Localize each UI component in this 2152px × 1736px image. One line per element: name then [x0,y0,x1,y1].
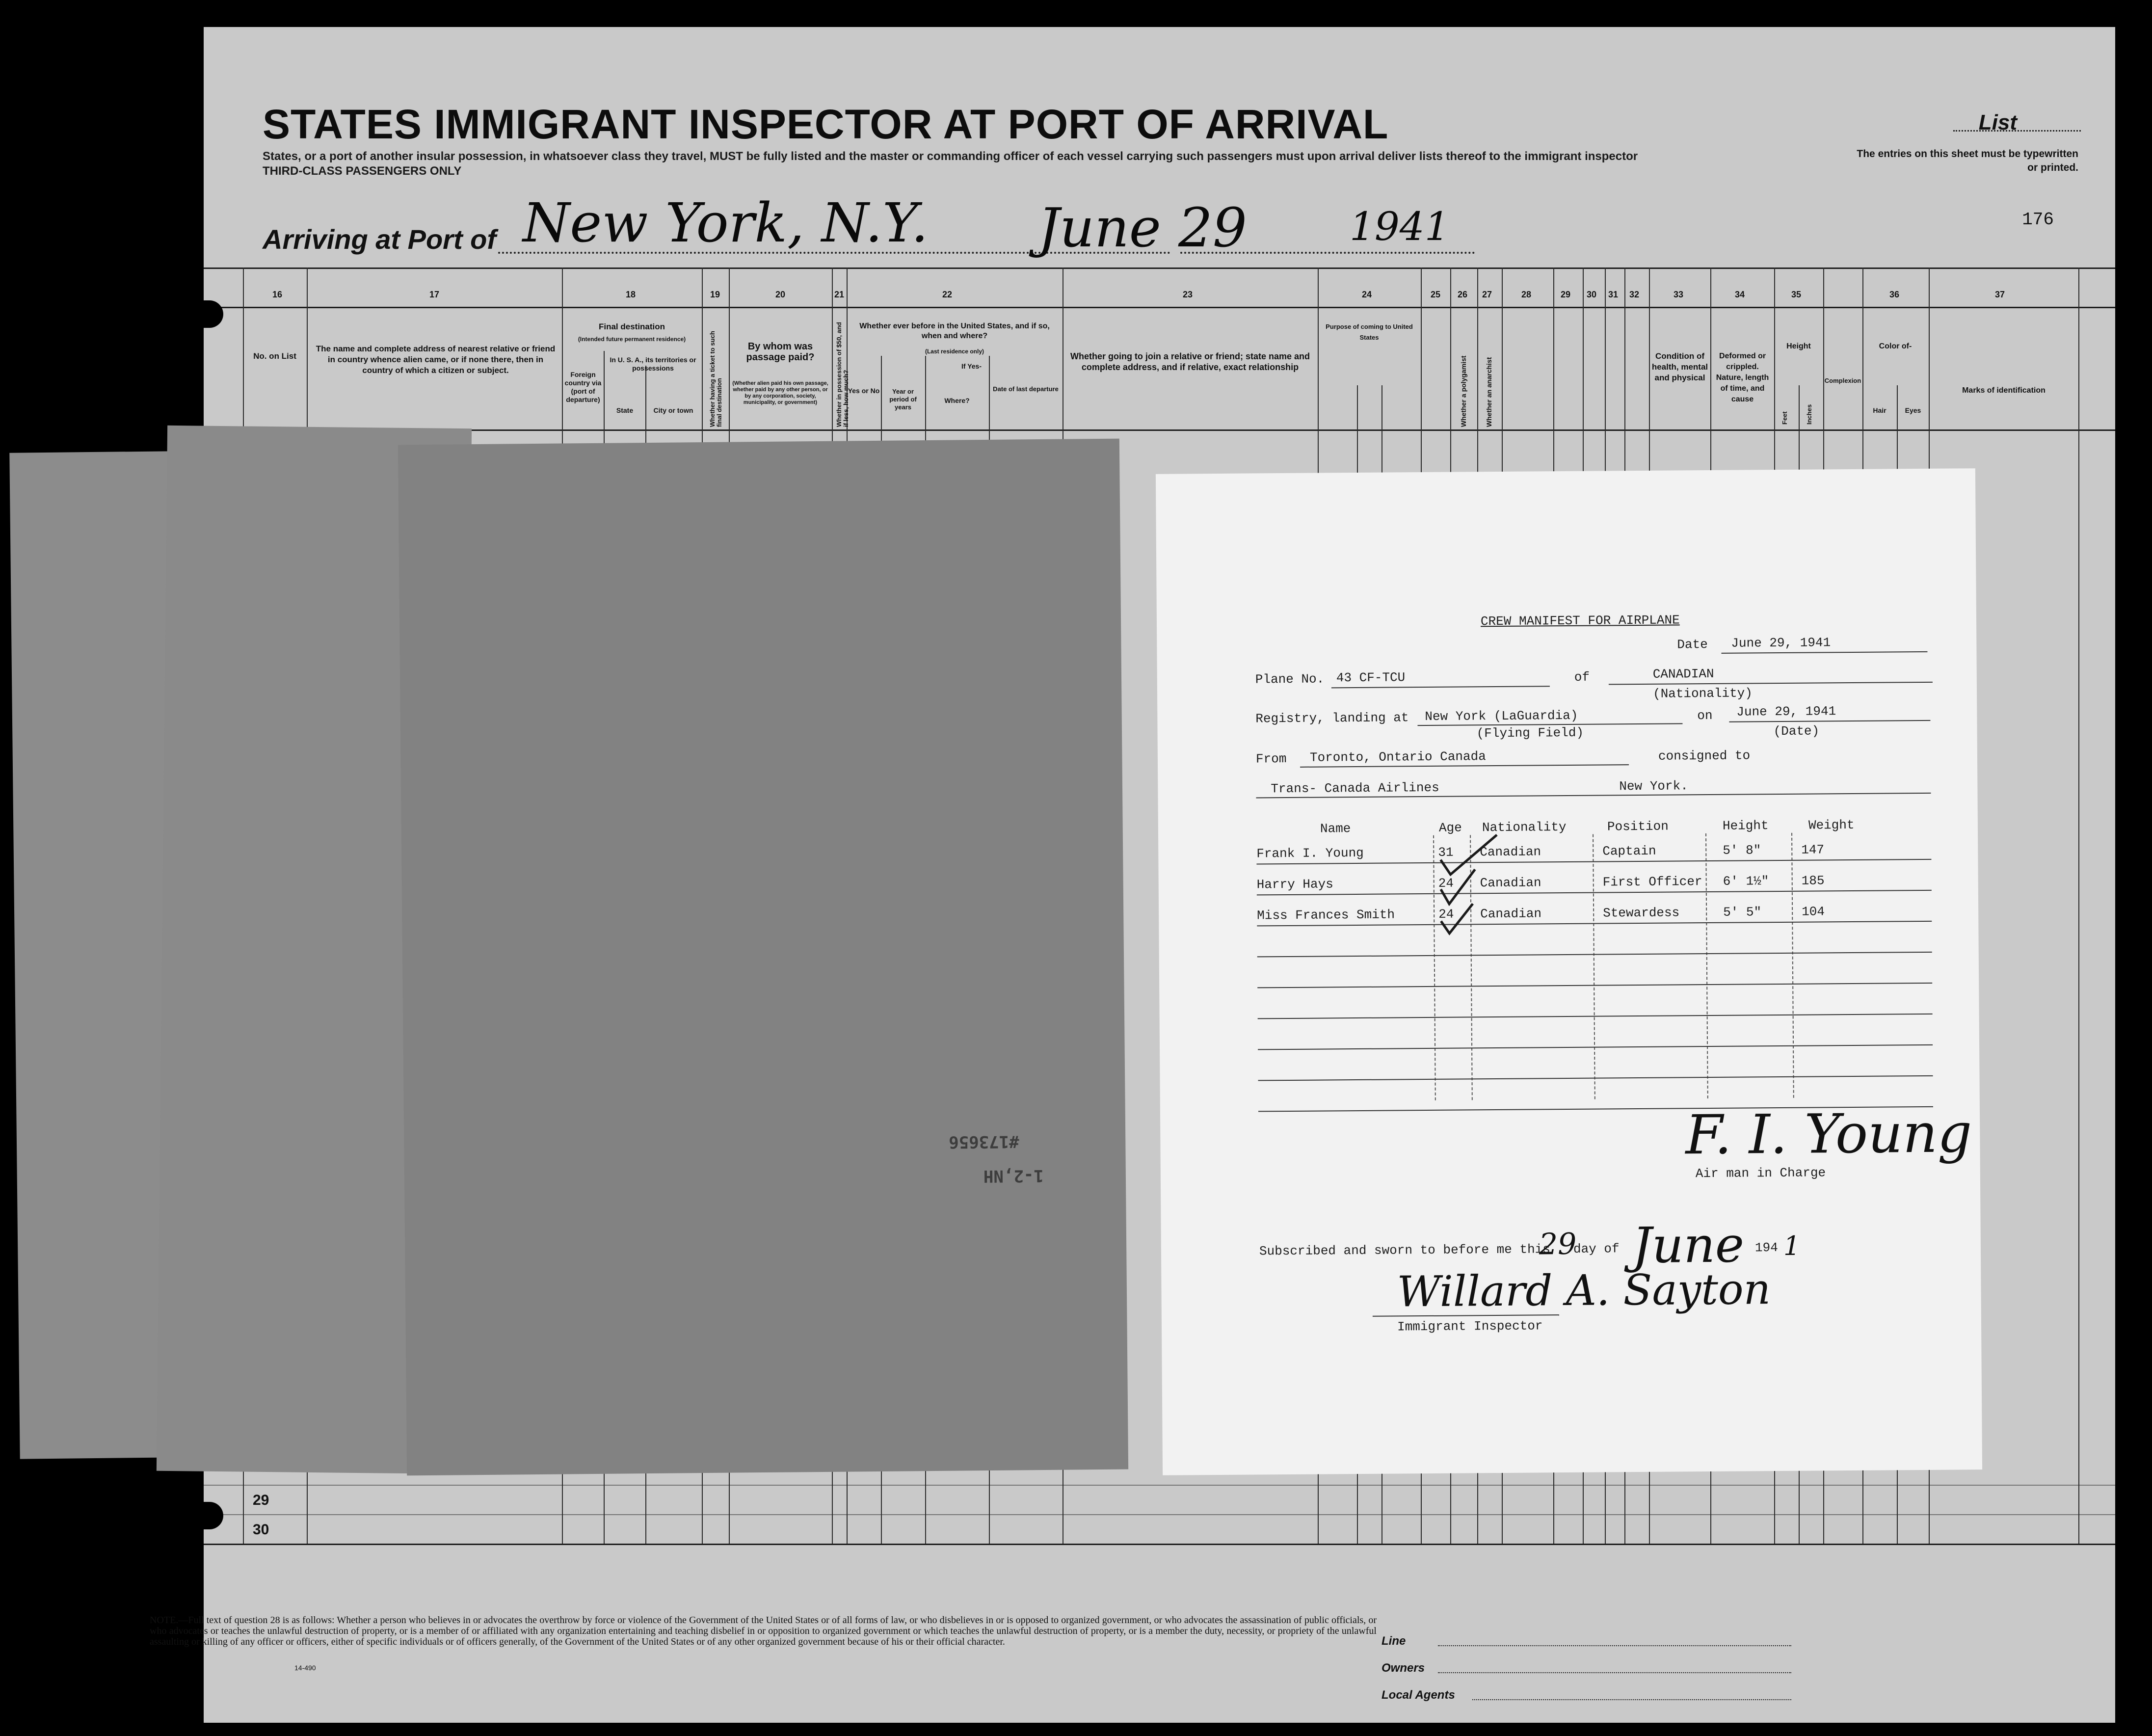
table-row-rule [1257,890,1932,896]
crew-manifest-sheet [1156,468,1982,1475]
header-state: State [616,406,634,414]
from-value: Toronto, Ontario Canada [1309,749,1486,765]
header-yes-no: Yes or No [848,387,880,395]
header-deformed: Deformed or crippled. Nature, length of time, and cause [1716,352,1769,403]
row-number: 30 [253,1522,269,1538]
header-color-of: Color of- [1879,342,1912,350]
day-of-label: day of [1573,1241,1620,1256]
inspector-label: Immigrant Inspector [1397,1318,1543,1335]
subtitle-class: THIRD-CLASS PASSENGERS ONLY [263,164,462,178]
footer-line-label: Line [1382,1634,1406,1648]
column-number: 22 [942,290,953,299]
from-label: From [1255,751,1287,767]
crew-2-position: First Officer [1602,874,1702,890]
col-header-weight: Weight [1808,817,1855,833]
column-number: 18 [626,290,636,299]
column-number: 19 [710,290,720,299]
header-complexion: Complexion [1824,377,1861,384]
table-row-rule [1258,1044,1933,1050]
header-foreign-country: Foreign country via (port of departure) [564,371,602,403]
date-underline [1721,651,1927,654]
header-hair: Hair [1873,406,1886,414]
crew-3-age: 24 [1438,907,1454,922]
table-column-divider [1791,833,1794,1098]
col-header-nationality: Nationality [1482,820,1567,835]
column-number: 25 [1431,290,1441,299]
crew-3-position: Stewardess [1603,905,1680,921]
header-passage-note: (Whether alien paid his own passage, whether paid by any other person, or by any corporation, society, municipality, or government) [732,380,828,405]
crew-2-age: 24 [1438,876,1454,891]
arriving-label: Arriving at Port of [263,224,497,255]
table-column-divider [1705,833,1708,1098]
entries-note: The entries on this sheet must be typewritten or printed. [1857,148,2078,173]
header-no-on-list: No. on List [253,351,296,361]
column-number: 17 [429,290,440,299]
column-number: 32 [1629,290,1640,299]
table-row-rule [1257,983,1932,988]
header-date-departure: Date of last departure [993,385,1059,393]
table-row-rule [1258,1014,1933,1019]
row-rule [204,1485,2115,1486]
column-number: 23 [1183,290,1193,299]
column-number: 20 [775,290,786,299]
sworn-label: Subscribed and sworn to before me this [1259,1242,1550,1259]
manifest-title: CREW MANIFEST FOR AIRPLANE [1480,613,1680,629]
on-value: June 29, 1941 [1736,704,1836,720]
crew-3-height: 5' 5" [1723,905,1762,920]
handwritten-port: New York, N.Y. [523,191,929,254]
plane-underline [1331,686,1550,688]
footer-agents-field [1472,1699,1791,1700]
column-number: 21 [834,290,845,299]
on-underline [1729,720,1930,722]
folder-stamp-code: 1-2,NH [983,1166,1044,1186]
airman-signature: F. I. Young [1685,1101,1972,1167]
crew-1-weight: 147 [1801,842,1825,857]
column-number: 28 [1521,290,1532,299]
col-header-age: Age [1438,820,1462,835]
registry-value: New York (LaGuardia) [1425,708,1578,724]
crew-2-name: Harry Hays [1256,877,1333,892]
col-header-name: Name [1320,821,1351,836]
header-final-destination: Final destination [598,322,665,331]
destination-value: New York. [1619,778,1688,794]
crew-1-age: 31 [1438,845,1454,860]
header-passage: By whom was passage paid? [746,341,815,363]
plane-no-value: 43 CF-TCU [1336,670,1406,686]
column-number: 36 [1889,290,1900,299]
table-row-rule [1258,1075,1933,1081]
header-in-usa: In U. S. A., its territories or possessions [610,356,696,372]
column-number: 30 [1587,290,1597,299]
column-number: 16 [272,290,283,299]
manifest-date-label: Date [1677,637,1708,652]
crew-1-height: 5' 8" [1723,843,1761,858]
header-purpose: Purpose of coming to United States [1326,323,1413,341]
on-label: on [1697,708,1713,723]
from-underline [1300,764,1629,768]
column-number: 26 [1458,290,1468,299]
grid-rule [204,1544,2115,1545]
nationality-label: (Nationality) [1652,686,1753,701]
sworn-month: June [1632,1216,1745,1275]
column-number: 33 [1674,290,1684,299]
header-if-yes: If Yes- [961,362,982,370]
header-city: City or town [653,406,693,414]
plane-no-label: Plane No. [1255,671,1325,687]
column-number: 31 [1608,290,1619,299]
header-join-relative: Whether going to join a relative or friend; state name and complete address, and if relative, exact relationship [1070,351,1310,372]
nationality-underline [1609,682,1933,685]
crew-1-name: Frank I. Young [1256,845,1364,861]
crew-2-height: 6' 1½" [1723,874,1769,889]
list-label: List [1978,110,2017,134]
grey-folder-front [398,439,1128,1476]
table-column-divider [1593,834,1595,1099]
footer-line-field [1438,1645,1791,1646]
header-feet: Feet [1781,411,1788,425]
handwritten-date: June 29 [1038,196,1247,259]
column-number: 24 [1362,290,1372,299]
list-underline [1953,130,2081,132]
form-number: 14-490 [294,1664,316,1672]
airline-value: Trans- Canada Airlines [1271,780,1439,797]
header-relative: The name and complete address of nearest relative or friend in country whence alien came, or if none there, then in country of which a citizen or subject. [316,344,556,375]
footnote-question-28: NOTE.—Full text of question 28 is as follows: Whether a person who believes in or advocates the overthrow by force or violence of the Government of the United States or of all forms of law, or who disbelieves in or is opposed to organized government, or who advocates the assassination of public officials, or who advocates or teaches the unlawful destruction of property, or is a member of or affiliated with any organization entertaining and teaching disbelief in or opposition to organized government or which teaches the unlawful destruction of property, or is a member the duty, necessity, or propriety of the unlawful assaulting or killing of any officer or officers, either of specific individuals or of officers generally, of the Government of the United States or of any other organized government because of his or their official character. [150,1615,1377,1647]
header-polygamist: Whether a polygamist [1460,355,1467,427]
of-label: of [1574,669,1590,685]
grid-rule [204,307,2115,308]
header-condition: Condition of health, mental and physical [1651,351,1708,382]
nationality-value: CANADIAN [1652,666,1714,682]
crew-2-weight: 185 [1801,873,1825,888]
column-number: 27 [1482,290,1492,299]
crew-3-weight: 104 [1802,904,1825,919]
year-suffix: 1 [1783,1230,1801,1261]
header-ticket: Whether having a ticket to such final destination [709,331,723,427]
header-before-us-note: (Last residence only) [925,348,984,355]
footer-owners-field [1438,1672,1791,1673]
column-number: 34 [1735,290,1745,299]
crew-1-position: Captain [1602,843,1656,859]
column-number: 29 [1561,290,1571,299]
col-header-position: Position [1607,819,1669,834]
page-number: 176 [2022,210,2054,230]
crew-3-name: Miss Frances Smith [1257,907,1395,923]
age-check-marks [1438,830,1503,938]
header-year-period: Year or period of years [889,388,917,411]
crew-1-nationality: Canadian [1480,844,1541,860]
header-possession: Whether in possession of $50, and if less, how much? [835,322,850,427]
date-paren-label: (Date) [1773,723,1820,739]
table-column-divider [1433,835,1436,1100]
header-anarchist: Whether an anarchist [1485,357,1493,427]
crew-2-nationality: Canadian [1480,875,1541,891]
grid-rule [204,429,2115,431]
header-inches: Inches [1806,404,1813,425]
sworn-day: 29 [1539,1227,1577,1262]
header-eyes: Eyes [1905,406,1921,414]
column-rule [2078,267,2079,1544]
row-number: 29 [253,1492,269,1508]
column-number: 35 [1791,290,1802,299]
footer-agents-label: Local Agents [1382,1688,1455,1702]
flying-field-label: (Flying Field) [1476,725,1584,741]
column-number: 37 [1995,290,2005,299]
consigned-label: consigned to [1658,748,1751,764]
header-marks: Marks of identification [1962,386,2046,395]
header-before-us: Whether ever before in the United States, and if so, when and where? [859,322,1050,340]
manifest-date-value: June 29, 1941 [1731,635,1831,651]
crew-3-nationality: Canadian [1480,906,1542,922]
header-where: Where? [944,397,970,404]
inspector-signature: Willard A. Sayton [1397,1265,1771,1317]
subtitle-instructions: States, or a port of another insular possession, in whatsoever class they travel, MUST be fully listed and the master or commanding officer of each vessel carrying such passengers must upon arrival deliver lists thereof to the immigrant inspector [263,150,1638,163]
airman-label: Air man in Charge [1695,1165,1826,1181]
footer-owners-label: Owners [1382,1661,1425,1675]
handwritten-year: 1941 [1350,204,1450,249]
table-row-rule [1257,952,1932,958]
header-final-destination-note: (Intended future permanent residence) [578,336,686,343]
grid-rule [204,267,2115,269]
row-rule [204,1514,2115,1515]
folder-stamp-number: #173656 [949,1131,1019,1152]
year-prefix: 194 [1754,1240,1778,1255]
page-title: STATES IMMIGRANT INSPECTOR AT PORT OF ARRIVAL [263,101,1389,147]
col-header-height: Height [1722,818,1769,833]
header-height: Height [1786,342,1811,350]
registry-label: Registry, landing at [1255,710,1409,726]
